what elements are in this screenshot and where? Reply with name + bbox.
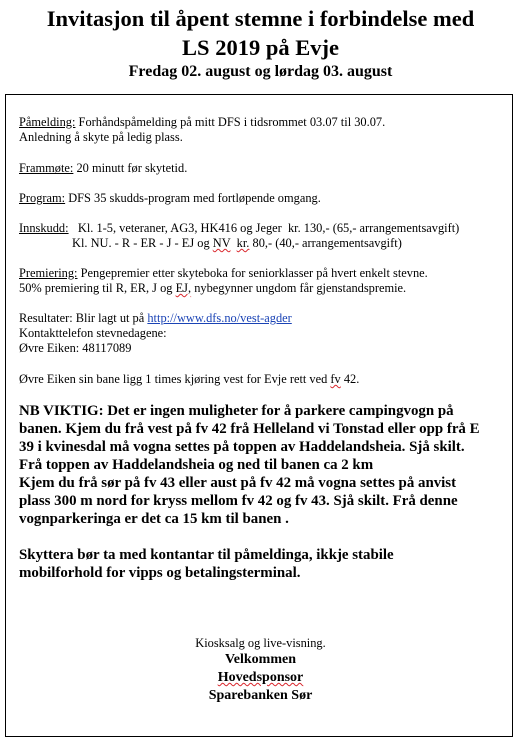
program-line <box>19 190 321 206</box>
title-line-2: LS 2019 på Evje <box>182 35 339 60</box>
innskudd-fee-2: 80,- (40,- arrangementsavgift) <box>249 236 402 250</box>
distance-text: Øvre Eiken sin bane ligg 1 times kjøring vest for Evje rett ved <box>19 372 331 386</box>
innskudd-line-1 <box>19 220 459 236</box>
innskudd-kr: kr. <box>236 236 250 250</box>
premiering-ej: EJ, <box>175 281 192 295</box>
frammote-label: Frammøte: <box>19 161 74 175</box>
pamelding-line <box>19 114 385 130</box>
innskudd-line-2 <box>72 235 402 251</box>
nb-line-6: plass 300 m nord for kryss mellom fv 42 og fv 43. Sjå skilt. Frå denne <box>19 493 458 509</box>
welcome-text: Velkommen <box>224 652 297 667</box>
distance-road: 42. <box>340 372 360 386</box>
sponsor-label-text: Hovedsponsor <box>217 670 304 685</box>
innskudd-classes-2: Kl. NU. - R - ER - J - EJ og <box>72 236 213 250</box>
contact-label: Kontakttelefon stevnedagene: <box>19 326 167 340</box>
title-line-1: Invitasjon til åpent stemne i forbindelse med <box>46 6 475 31</box>
nb-line-3: 39 i kvinesdal må vogna settes på toppen av Haddelandsheia. Sjå skilt. <box>19 439 465 455</box>
premiering-label: Premiering: <box>19 266 78 280</box>
nb-line-5: Kjem du frå sør på fv 43 eller aust på fv 42 må vogna settes på anvist <box>19 475 457 491</box>
skyttera-line-1: Skyttera bør ta med kontantar til påmeldinga, ikkje stabile <box>19 547 394 563</box>
sponsor-label <box>0 669 521 687</box>
premiering-text: Pengepremier etter skyteboka for seniorklasser på hvert enkelt stevne. <box>77 266 428 280</box>
sponsor-name: Sparebanken Sør <box>208 688 313 703</box>
program-label: Program: <box>19 191 66 205</box>
premiering-line-2 <box>19 280 406 296</box>
innskudd-label: Innskudd: <box>19 221 69 235</box>
nb-line-7: vognparkeringa er det ca 15 km til banen . <box>19 511 289 527</box>
contact-phone: Øvre Eiken: 48117089 <box>19 341 132 355</box>
kiosk-text: Kiosksalg og live-visning. <box>195 636 326 650</box>
pamelding-label: Påmelding: <box>19 115 76 129</box>
program-text: DFS 35 skudds-program med fortløpende omgang. <box>65 191 321 205</box>
nb-line-4: Frå toppen av Haddelandsheia og ned til banen ca 2 km <box>19 457 374 473</box>
frammote-line <box>19 160 187 176</box>
premiering-text-2b: nybegynner ungdom får gjenstandspremie. <box>191 281 407 295</box>
document-title <box>0 4 521 62</box>
innskudd-nv: NV <box>212 236 231 250</box>
premiering-text-2a: 50% premiering til R, ER, J og <box>19 281 176 295</box>
distance-line <box>19 371 359 387</box>
pamelding-text: Forhåndspåmelding på mitt DFS i tidsrommet 03.07 til 30.07. <box>75 115 386 129</box>
results-link[interactable]: http://www.dfs.no/vest-agder <box>147 311 292 325</box>
distance-fv: fv <box>330 372 341 386</box>
event-dates: Fredag 02. august og lørdag 03. august <box>128 63 393 80</box>
innskudd-classes-1: Kl. 1-5, veteraner, AG3, HK416 og Jeger kr. 130,- (65,- arrangementsavgift) <box>68 221 460 235</box>
premiering-line <box>19 265 428 281</box>
frammote-text: 20 minutt før skytetid. <box>73 161 188 175</box>
nb-line-1: NB VIKTIG: Det er ingen muligheter for å parkere campingvogn på <box>19 403 454 419</box>
skyttera-line-2: mobilforhold for vipps og betalingsterminal. <box>19 565 301 581</box>
resultater-text: Resultater: Blir lagt ut på <box>19 311 148 325</box>
nb-line-2: banen. Kjem du frå vest på fv 42 frå Helleland vi Tonstad eller opp frå E <box>19 421 480 437</box>
pamelding-line-2: Anledning å skyte på ledig plass. <box>19 130 183 144</box>
resultater-line <box>19 310 292 326</box>
